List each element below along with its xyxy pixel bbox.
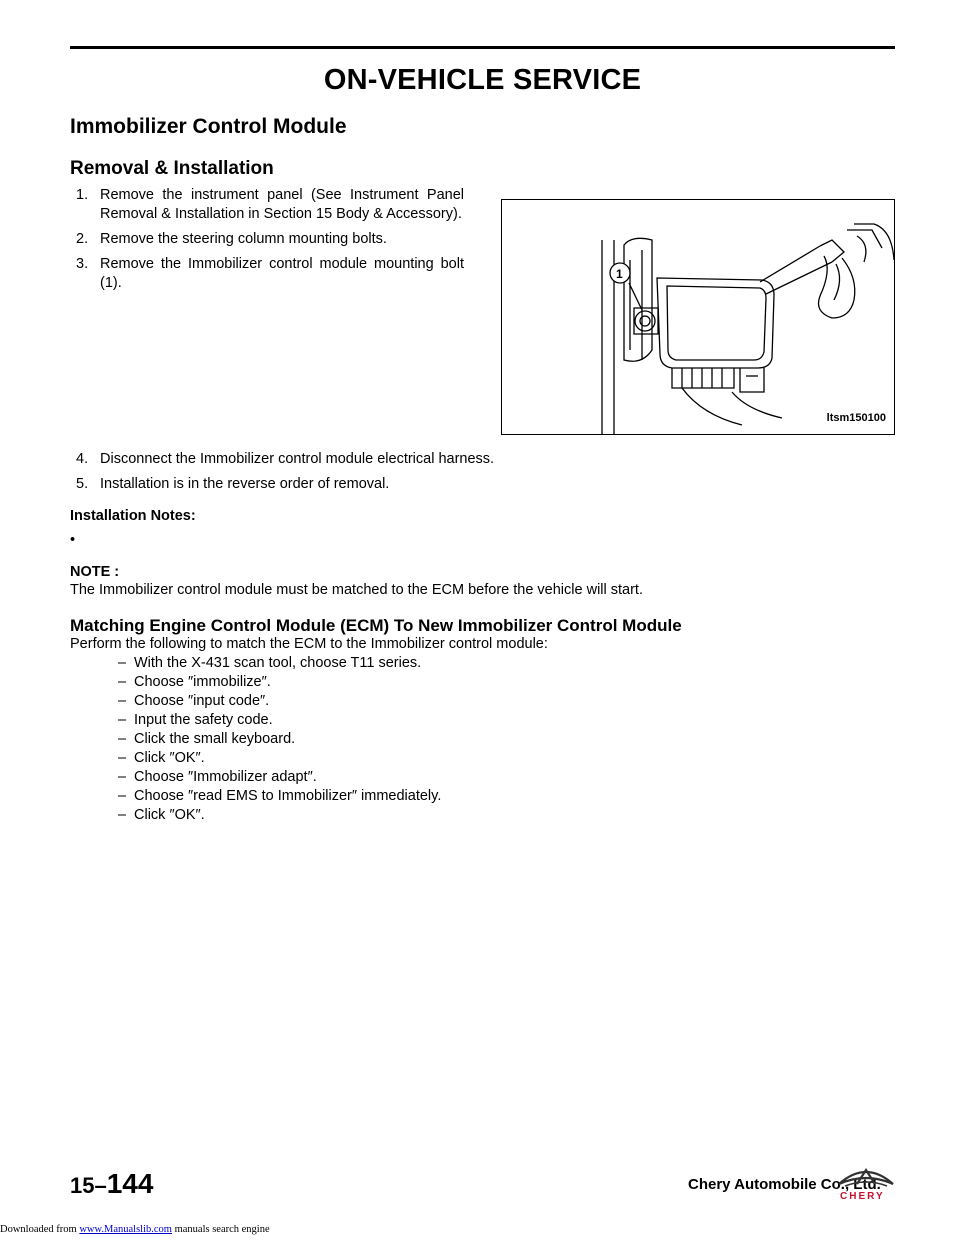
- module-drawing: [502, 200, 895, 435]
- step-text: Disconnect the Immobilizer control module electrical harness.: [100, 451, 495, 467]
- step-number: 4.: [76, 451, 89, 467]
- list-item: [118, 787, 441, 806]
- removal-steps: [72, 186, 464, 299]
- note-label: NOTE :: [70, 564, 120, 580]
- list-item: [118, 711, 441, 730]
- removal-steps-continued: [72, 450, 892, 500]
- dash-marker: –: [118, 674, 127, 690]
- matching-step-text: Choose ″read EMS to Immobilizer″ immediately.: [134, 788, 442, 804]
- matching-heading: Matching Engine Control Module (ECM) To New Immobilizer Control Module: [70, 616, 682, 635]
- dash-marker: –: [118, 731, 127, 747]
- callout-number: 1: [616, 267, 623, 281]
- matching-step-text: With the X-431 scan tool, choose T11 series.: [134, 655, 422, 671]
- step-text: Installation is in the reverse order of removal.: [100, 476, 390, 492]
- bullet-point: •: [70, 532, 76, 548]
- component-heading: Immobilizer Control Module: [70, 115, 347, 138]
- step-number: 5.: [76, 476, 89, 492]
- step-item: [72, 255, 464, 293]
- step-item: [72, 475, 892, 494]
- matching-step-text: Click ″OK″.: [134, 750, 205, 766]
- module-illustration: [501, 199, 895, 435]
- list-item: [118, 673, 441, 692]
- step-text: Remove the Immobilizer control module mounting bolt (1).: [100, 256, 464, 291]
- matching-intro: Perform the following to match the ECM to the Immobilizer control module:: [70, 636, 548, 652]
- note-text: The Immobilizer control module must be matched to the ECM before the vehicle will start.: [70, 582, 643, 598]
- chery-logo: [835, 1164, 897, 1202]
- footer-prefix: Downloaded from: [0, 1224, 80, 1235]
- dash-marker: –: [118, 788, 127, 804]
- page-section: 15–: [70, 1173, 107, 1198]
- matching-step-text: Click ″OK″.: [134, 807, 205, 823]
- procedure-heading: Removal & Installation: [70, 158, 274, 179]
- company-name: Chery Automobile Co., Ltd.: [688, 1176, 881, 1193]
- manualslib-link[interactable]: www.Manualslib.com: [79, 1224, 172, 1235]
- list-item: [118, 806, 441, 825]
- list-item: [118, 749, 441, 768]
- section-title: ON-VEHICLE SERVICE: [323, 64, 642, 96]
- dash-marker: –: [118, 807, 127, 823]
- list-item: [118, 768, 441, 787]
- matching-step-text: Choose ″Immobilizer adapt″.: [134, 769, 317, 785]
- list-item: [118, 654, 441, 673]
- step-text: Remove the instrument panel (See Instrument Panel Removal & Installation in Section 15 Body & Accessory).: [100, 187, 464, 222]
- step-item: [72, 230, 464, 249]
- step-item: [72, 450, 892, 469]
- top-rule: [70, 46, 895, 49]
- step-item: [72, 186, 464, 224]
- step-number: 2.: [76, 231, 89, 247]
- page-index: 144: [106, 1168, 154, 1199]
- matching-step-text: Choose ″input code″.: [134, 693, 270, 709]
- matching-step-text: Input the safety code.: [134, 712, 273, 728]
- matching-step-text: Click the small keyboard.: [134, 731, 296, 747]
- list-item: [118, 730, 441, 749]
- dash-marker: –: [118, 712, 127, 728]
- logo-text: CHERY: [840, 1191, 885, 1202]
- download-footer: [0, 1224, 270, 1235]
- figure-code: ltsm150100: [826, 412, 886, 424]
- step-number: 3.: [76, 256, 89, 272]
- page-number: [70, 1168, 153, 1200]
- list-item: [118, 692, 441, 711]
- matching-steps: [118, 654, 441, 825]
- step-text: Remove the steering column mounting bolts.: [100, 231, 387, 247]
- step-number: 1.: [76, 187, 89, 203]
- footer-suffix: manuals search engine: [171, 1224, 270, 1235]
- matching-step-text: Choose ″immobilize″.: [134, 674, 271, 690]
- dash-marker: –: [118, 769, 127, 785]
- dash-marker: –: [118, 655, 127, 671]
- dash-marker: –: [118, 750, 127, 766]
- dash-marker: –: [118, 693, 127, 709]
- installation-notes-label: Installation Notes:: [70, 508, 196, 524]
